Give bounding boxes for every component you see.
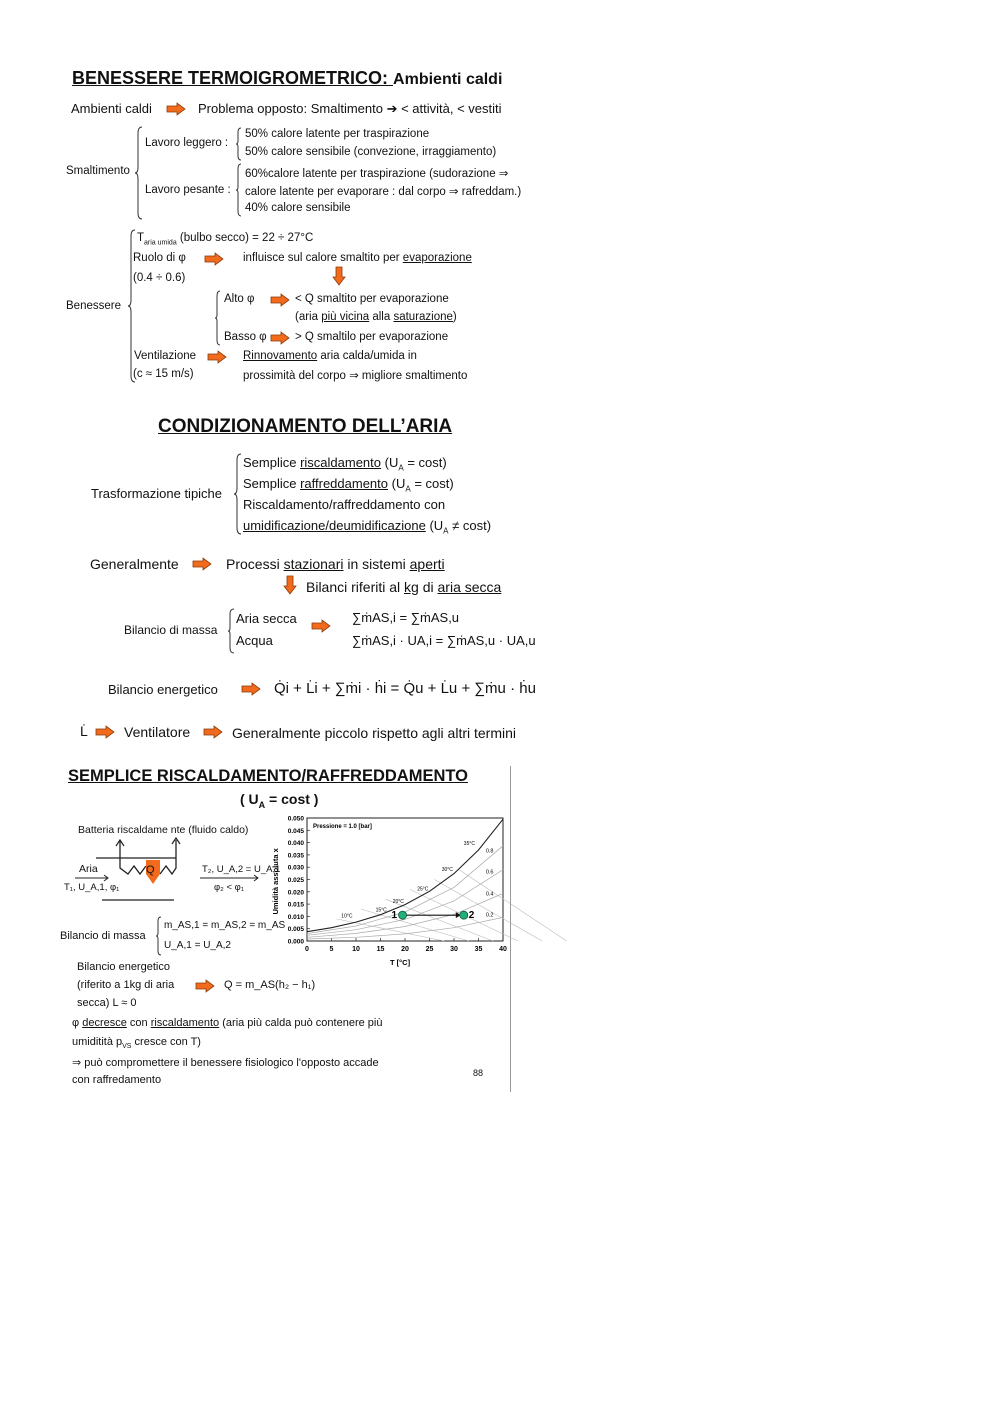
ventilatore-label: Ventilatore <box>124 724 191 740</box>
generalmente-label: Generalmente <box>90 556 179 572</box>
aria-secca-label: Aria secca <box>236 611 297 626</box>
umid-a: umiditità p <box>72 1036 123 1048</box>
alto-alla: alla <box>369 311 394 323</box>
trasf-4c: A <box>443 526 449 536</box>
x-tick-label: 30 <box>450 946 458 953</box>
curve-label: 0.8 <box>485 848 494 855</box>
rinnovamento-text <box>243 350 417 362</box>
y-tick-label: 0.050 <box>287 815 304 823</box>
temperature-label: 15°C <box>375 907 387 914</box>
x-tick-label: 25 <box>425 946 434 953</box>
trasf-1c: (U <box>381 455 399 470</box>
inlet-state: T₁, U_A,1, φ₁ <box>64 882 120 893</box>
ventilazione-label: Ventilazione <box>134 350 197 362</box>
orange-down-arrow-icon <box>333 267 345 285</box>
influisce-text <box>243 252 472 264</box>
rinnovamento-rest: aria calda/umida in <box>317 350 417 362</box>
temperature-label: 10°C <box>341 913 353 920</box>
generalmente-piccolo: Generalmente piccolo rispetto agli altri termini <box>232 725 517 741</box>
q-equation: Q = m_AS(h₂ − h₁) <box>224 979 316 991</box>
basso-phi: Basso φ <box>224 331 267 343</box>
alto-line-2 <box>295 311 457 323</box>
subtitle-a: ( U <box>240 791 259 807</box>
bilancio-massa-3-label: Bilancio di massa <box>60 930 146 942</box>
brace-icon <box>228 609 235 653</box>
orange-arrow-icon <box>167 103 185 115</box>
alto-phi: Alto φ <box>224 293 255 305</box>
alto-line-1: < Q smaltito per evaporazione <box>295 293 449 305</box>
y-tick-label: 0.035 <box>287 852 304 860</box>
umid-b: cresce con T) <box>131 1036 201 1048</box>
bilancio-massa-label: Bilancio di massa <box>124 623 218 637</box>
state-point-1 <box>399 911 407 919</box>
ruolo-range: (0.4 ÷ 0.6) <box>133 272 186 284</box>
y-tick-label: 0.005 <box>287 926 304 934</box>
orange-arrow-icon <box>204 726 222 738</box>
orange-arrow-icon <box>208 351 226 363</box>
phi-rest: (aria più calda può contenere più <box>219 1017 383 1029</box>
trasformazione-label: Trasformazione tipiche <box>91 486 223 501</box>
orange-arrow-icon <box>96 726 114 738</box>
y-tick-label: 0.040 <box>287 840 304 848</box>
ruolo-phi: Ruolo di φ <box>133 252 186 264</box>
orange-down-arrow-icon <box>284 576 296 594</box>
temperature-label: 25°C <box>417 886 429 893</box>
rinnovamento-word: Rinnovamento <box>243 350 318 362</box>
orange-arrow-icon <box>193 558 211 570</box>
temperature-label: 30°C <box>441 866 453 873</box>
ventilazione-c: (c ≈ 15 m/s) <box>133 368 194 380</box>
orange-arrow-icon <box>205 253 223 265</box>
trasf-2e: = cost) <box>410 476 454 491</box>
y-tick-label: 0.030 <box>287 864 304 872</box>
t-aria-umida <box>137 232 313 246</box>
subtitle-b: A <box>258 799 266 810</box>
section1-title <box>72 68 502 89</box>
bilancio-energetico-label: Bilancio energetico <box>108 682 218 697</box>
lavoro-pesante-line-3: 40% calore sensibile <box>245 202 351 214</box>
brace-icon <box>156 917 162 955</box>
psychrometric-chart <box>270 810 510 970</box>
brace-icon <box>215 291 221 345</box>
trasf-line-3: Riscaldamento/raffreddamento con <box>243 497 446 512</box>
orange-arrow-icon <box>312 620 330 632</box>
trasf-1d: A <box>398 463 404 473</box>
intro-text: Problema opposto: Smaltimento ➔ < attività, < vestiti <box>198 101 502 116</box>
t-aria-symbol: T <box>137 232 145 244</box>
raffreddamento-text: con raffredamento <box>72 1074 162 1086</box>
trasf-line-4 <box>243 518 491 536</box>
phi-con: con <box>126 1017 151 1029</box>
aria-label: Aria <box>79 863 98 875</box>
outlet-state-1: T₂, U_A,2 = U_A,1 <box>202 864 281 875</box>
phi-decresce-text <box>72 1017 382 1029</box>
alto-piu-vicina: più vicina <box>321 311 370 323</box>
section2-title: CONDIZIONAMENTO DELL’ARIA <box>158 416 453 437</box>
bm-eq-1: m_AS,1 = m_AS,2 = m_AS <box>164 920 286 931</box>
riferito-text: (riferito a 1kg di aria <box>77 979 175 991</box>
influisce-evaporazione: evaporazione <box>402 252 472 264</box>
umidita-text <box>72 1036 201 1050</box>
x-tick-label: 35 <box>474 946 483 953</box>
state-point-2 <box>460 911 468 919</box>
benessere-label: Benessere <box>66 300 121 312</box>
section1-title-sub: Ambienti caldi <box>393 71 503 88</box>
processi-stazionari: stazionari <box>283 556 344 572</box>
trasf-2d: A <box>405 484 411 494</box>
state-point-label: 1 <box>391 910 398 922</box>
bilancio-energetico-3-label: Bilancio energetico <box>77 961 170 973</box>
x-tick-label: 15 <box>376 946 385 953</box>
section1-title-main: BENESSERE TERMOIGROMETRICO: <box>72 68 389 88</box>
curve-label: 0.2 <box>485 912 494 919</box>
section3-subtitle <box>240 791 318 810</box>
lavoro-leggero-line-1: 50% calore latente per traspirazione <box>245 128 430 140</box>
state-point-label: 2 <box>468 910 475 922</box>
lavoro-pesante-line-2: calore latente per evaporare : dal corpo ⇒ rafreddam.) <box>245 186 522 198</box>
t-aria-range: (bulbo secco) = 22 ÷ 27°C <box>179 232 314 244</box>
y-tick-label: 0.015 <box>287 901 304 909</box>
bilanci-aria-secca: aria secca <box>437 579 502 595</box>
trasf-riscaldamento: riscaldamento <box>300 455 382 470</box>
x-axis-label: T [°C] <box>390 958 411 967</box>
orange-arrow-icon <box>242 683 260 695</box>
bm-eq-2: U_A,1 = U_A,2 <box>164 940 231 951</box>
t-aria-sub: aria umida <box>144 239 177 247</box>
curve-label: 0.6 <box>485 869 494 876</box>
y-tick-label: 0.025 <box>287 877 304 884</box>
energy-balance-eq: Q̇i + L̇i + ∑ṁi · ḣi = Q̇u + L̇u + ∑ṁu · ḣu <box>274 680 536 697</box>
brace-icon <box>236 164 242 216</box>
intro-label: Ambienti caldi <box>71 101 152 116</box>
bilanci-text <box>306 579 501 595</box>
lavoro-pesante-line-1: 60%calore latente per traspirazione (sudorazione ⇒ <box>245 168 509 180</box>
outlet-state-2: φ₂ < φ₁ <box>214 882 245 893</box>
x-tick-label: 0 <box>305 946 309 953</box>
processi-text <box>226 556 445 572</box>
alto-paren: (aria <box>295 311 322 323</box>
x-tick-label: 40 <box>499 946 507 953</box>
phi-symbol: φ <box>72 1017 83 1029</box>
mass-balance-eq-2: ∑ṁAS,i · UA,i = ∑ṁAS,u · UA,u <box>352 633 536 648</box>
processi-c: in sistemi <box>343 556 410 572</box>
mass-balance-eq-1: ∑ṁAS,i = ∑ṁAS,u <box>352 610 460 625</box>
basso-line-1: > Q smaltilo per evaporazione <box>295 331 449 343</box>
brace-icon <box>135 127 143 219</box>
comprometter-text: ⇒ può compromettere il benessere fisiologico l'opposto accade <box>72 1057 379 1069</box>
alto-saturazione: saturazione <box>393 311 453 323</box>
y-tick-label: 0.045 <box>287 827 304 835</box>
l-dot-symbol: L̇ <box>80 723 88 739</box>
phi-riscaldamento: riscaldamento <box>150 1017 220 1029</box>
acqua-label: Acqua <box>236 633 273 648</box>
page-number: 88 <box>473 1068 484 1078</box>
prossimita-text: prossimità del corpo ⇒ migliore smaltimento <box>243 370 468 382</box>
q-label: Q <box>146 864 155 876</box>
lavoro-leggero-label: Lavoro leggero : <box>145 137 229 149</box>
y-tick-label: 0.000 <box>287 938 304 946</box>
smaltimento-label: Smaltimento <box>66 165 130 177</box>
trasf-2c: (U <box>388 476 406 491</box>
phi-decresce: decresce <box>82 1017 127 1029</box>
trasf-1a: Semplice <box>243 455 301 470</box>
orange-arrow-icon <box>271 294 289 306</box>
trasf-2a: Semplice <box>243 476 301 491</box>
bilanci-c: di <box>418 579 438 595</box>
temperature-label: 35°C <box>463 841 475 848</box>
orange-arrow-icon <box>196 980 214 992</box>
y-tick-label: 0.020 <box>287 889 304 897</box>
chart-title: Pressione = 1.0 [bar] <box>313 824 372 830</box>
subtitle-c: = cost ) <box>265 791 319 807</box>
batteria-label: Batteria riscaldame nte (fluido caldo) <box>78 824 249 836</box>
bilanci-kg: kg <box>404 579 419 595</box>
temperature-label: 20°C <box>392 898 404 905</box>
processi-aperti: aperti <box>409 556 445 572</box>
trasf-line-2 <box>243 476 454 494</box>
y-tick-label: 0.010 <box>287 913 304 921</box>
trasf-raffreddamento: raffreddamento <box>300 476 389 491</box>
x-tick-label: 5 <box>329 946 334 953</box>
section3-title: SEMPLICE RISCALDAMENTO/RAFFREDDAMENTO <box>68 767 468 785</box>
lavoro-pesante-label: Lavoro pesante : <box>145 184 231 196</box>
x-tick-label: 20 <box>401 946 409 953</box>
y-axis-label: Umidità assoluta x <box>271 848 280 915</box>
trasf-umidificazione: umidificazione/deumidificazione <box>243 518 426 533</box>
orange-arrow-icon <box>271 332 289 344</box>
umid-sub: VS <box>122 1043 132 1051</box>
brace-icon <box>236 128 242 160</box>
trasf-line-1 <box>243 455 447 473</box>
trasf-1e: = cost) <box>403 455 447 470</box>
lavoro-leggero-line-2: 50% calore sensibile (convezione, irraggiamento) <box>245 146 497 158</box>
alto-close: ) <box>452 311 457 323</box>
brace-icon <box>234 454 242 534</box>
processi-a: Processi <box>226 556 284 572</box>
secca-text: secca) L ≈ 0 <box>77 997 137 1009</box>
trasf-4d: ≠ cost) <box>448 518 492 533</box>
bilanci-a: Bilanci riferiti al <box>306 579 405 595</box>
slide-border <box>510 766 511 1092</box>
x-tick-label: 10 <box>352 946 360 953</box>
influisce-prefix: influisce sul calore smaltito per <box>243 252 403 264</box>
trasf-4b: (U <box>425 518 444 533</box>
curve-label: 0.4 <box>485 891 494 898</box>
